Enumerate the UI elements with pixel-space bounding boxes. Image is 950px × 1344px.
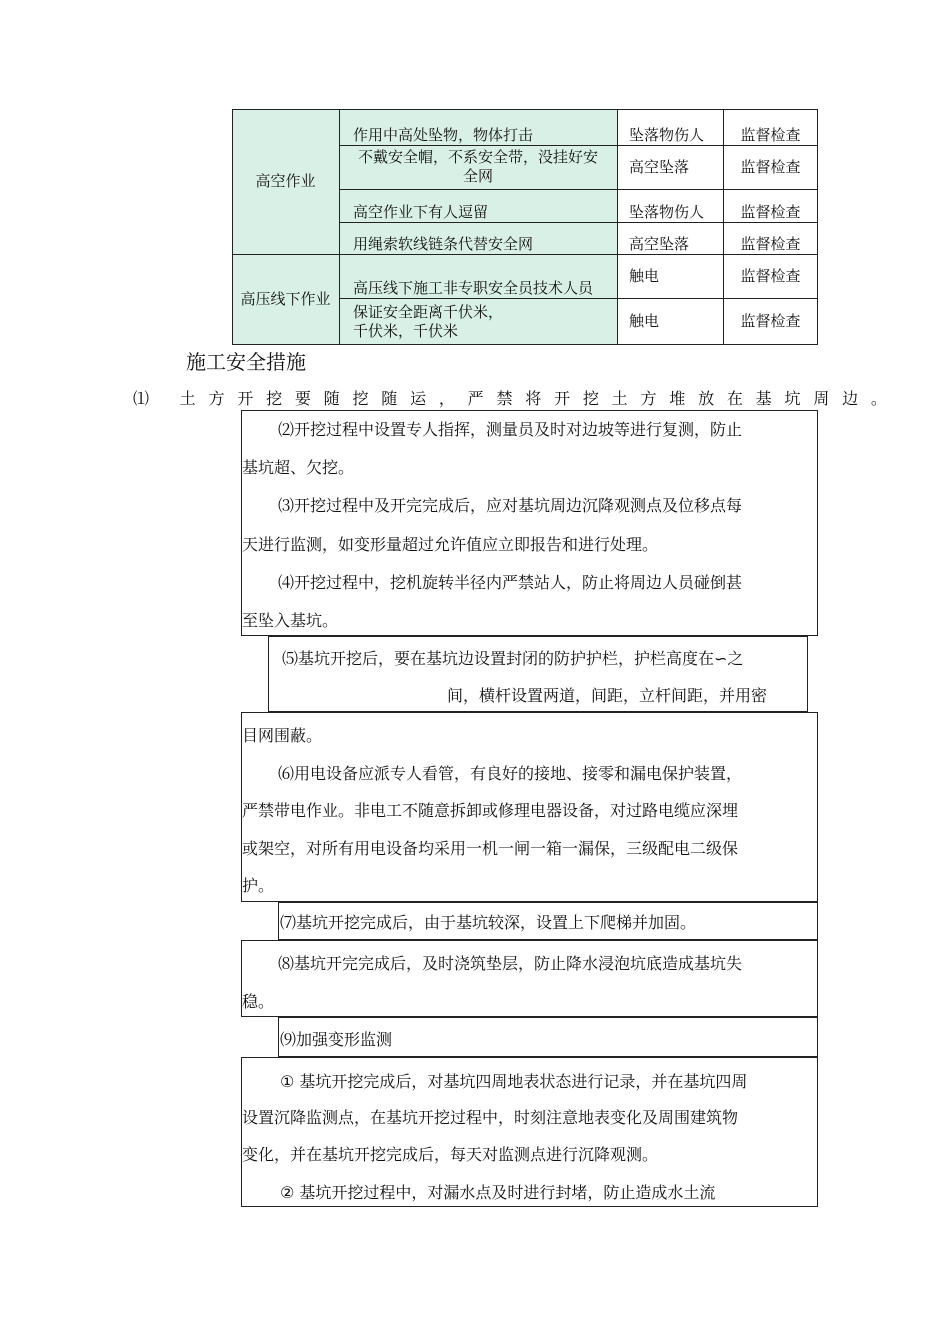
- hazard-cell: 作用中高处坠物，物体打击: [339, 109, 617, 145]
- consequence-cell: 高空坠落: [629, 157, 690, 176]
- item-6-line: 或架空，对所有用电设备均采用一机一闸一箱一漏保，三级配电二级保: [242, 839, 739, 858]
- hazard-cell: 保证安全距离千伏米， 千伏米，千伏米: [339, 298, 617, 345]
- table-border: [339, 189, 818, 190]
- item-8-line: ⑻基坑开完完成后，及时浇筑垫层，防止降水浸泡坑底造成基坑失: [278, 954, 743, 973]
- consequence-cell: 触电: [629, 266, 660, 285]
- item-2-line: 基坑超、欠挖。: [242, 458, 355, 477]
- measure-cell: 监督检查: [740, 203, 801, 221]
- hazard-table: [232, 109, 818, 345]
- section-title: 施工安全措施: [186, 350, 306, 374]
- item-9: ⑼加强变形监测: [280, 1030, 393, 1049]
- table-border: [339, 145, 818, 146]
- item-8-line: 稳。: [242, 992, 275, 1011]
- hazard-cell: 高压线下施工非专职安全员技术人员: [339, 254, 617, 298]
- measure-cell: 监督检查: [740, 312, 801, 330]
- consequence-cell: 触电: [629, 312, 660, 330]
- sub-item-1-line: 变化，并在基坑开挖完成后，每天对监测点进行沉降观测。: [242, 1145, 659, 1164]
- measure-cell: 监督检查: [740, 126, 801, 144]
- consequence-cell: 坠落物伤人: [629, 203, 705, 221]
- item-2-line: ⑵开挖过程中设置专人指挥，测量员及时对边坡等进行复测，防止: [278, 420, 743, 439]
- item-4-line: 至坠入基坑。: [242, 611, 339, 630]
- sub-item-2-line: ② 基坑开挖过程中，对漏水点及时进行封堵，防止造成水土流: [280, 1183, 716, 1202]
- sub-item-1-line: ① 基坑开挖完成后，对基坑四周地表状态进行记录，并在基坑四周: [280, 1072, 748, 1091]
- table-border: [232, 109, 818, 110]
- item-6-line: 严禁带电作业。非电工不随意拆卸或修理电器设备，对过路电缆应深埋: [242, 801, 739, 820]
- measure-cell: 监督检查: [740, 266, 801, 285]
- category-cell: [232, 254, 339, 345]
- item-3-line: 天进行监测，如变形量超过允许值应立即报告和进行处理。: [242, 535, 659, 554]
- consequence-cell: 高空坠落: [629, 235, 690, 253]
- hazard-cell: 高空作业下有人逗留: [339, 189, 617, 222]
- table-border: [232, 109, 233, 345]
- table-border: [232, 344, 818, 345]
- hazard-cell: 用绳索软线链条代替安全网: [339, 222, 617, 254]
- sub-item-1-line: 设置沉降监测点，在基坑开挖过程中，时刻注意地表变化及周围建筑物: [242, 1108, 739, 1127]
- table-border: [232, 254, 818, 255]
- item-5-line: 目网围蔽。: [242, 726, 323, 745]
- item-4-line: ⑷开挖过程中，挖机旋转半径内严禁站人，防止将周边人员碰倒甚: [278, 573, 743, 592]
- item-3-line: ⑶开挖过程中及开完完成后，应对基坑周边沉降观测点及位移点每: [278, 496, 743, 515]
- category-label: 高空作业: [255, 172, 316, 190]
- item-1: ⑴ 土方开挖要随挖随运，严禁将开挖土方堆放在基坑周边。: [133, 389, 900, 408]
- item-6-line: ⑹用电设备应派专人看管，有良好的接地、接零和漏电保护装置，: [278, 764, 743, 783]
- table-border: [339, 298, 818, 299]
- table-border: [339, 222, 818, 223]
- item-6-line: 护。: [242, 876, 275, 895]
- consequence-cell: 坠落物伤人: [629, 126, 705, 144]
- hazard-cell: 不戴安全帽，不系安全带，没挂好安 全网: [339, 145, 617, 189]
- category-label: 高压线下作业: [240, 290, 331, 308]
- item-5-line: 间，横杆设置两道，间距，立杆间距，并用密: [447, 686, 768, 705]
- category-cell: [232, 109, 339, 254]
- item-5-line: ⑸基坑开挖后，要在基坑边设置封闭的防护护栏，护栏高度在∽之: [282, 649, 744, 668]
- measure-cell: 监督检查: [740, 235, 801, 253]
- item-7: ⑺基坑开挖完成后，由于基坑较深，设置上下爬梯并加固。: [280, 913, 697, 932]
- measure-cell: 监督检查: [740, 157, 801, 176]
